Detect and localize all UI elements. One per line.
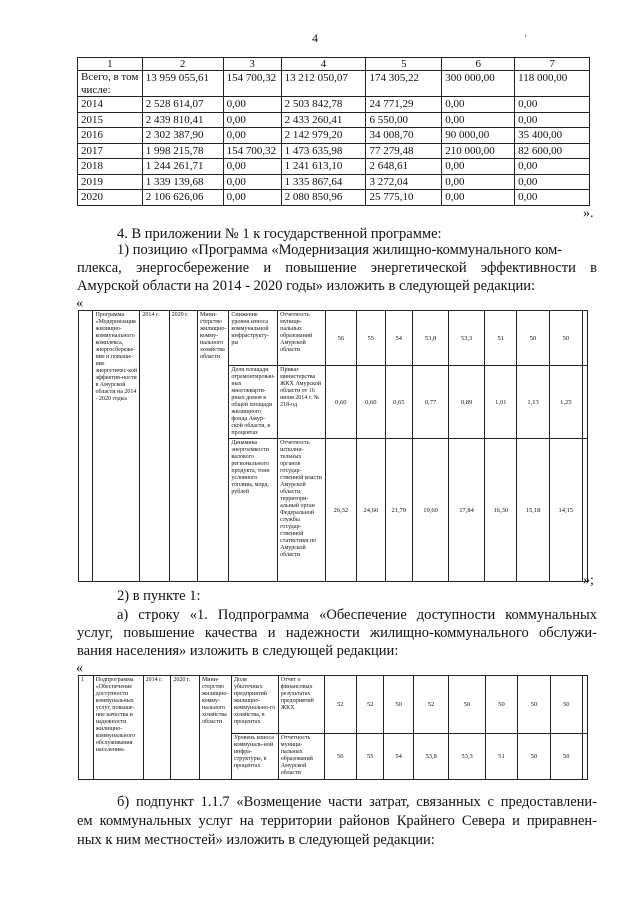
table-row [78, 190, 590, 206]
amount-cell: 0,00 [442, 159, 515, 175]
paragraph-1-line1: 1) позицию «Программа «Модернизация жилищно-коммунального ком- [117, 242, 563, 258]
amount-cell: 0,00 [442, 112, 515, 128]
value-cell: 50 [518, 676, 550, 734]
value-cell: 17,84 [449, 439, 485, 582]
value-cell: 53,3 [449, 311, 485, 366]
amount-cell: 25 775,10 [366, 190, 442, 206]
start-year-cell: 2014 г. [143, 676, 171, 780]
value-cell: 56 [325, 311, 356, 366]
value-cell: 50 [449, 676, 485, 734]
amount-cell: 118 000,00 [515, 71, 590, 97]
amount-cell: 0,00 [223, 174, 281, 190]
value-cell: 52 [324, 676, 356, 734]
value-cell: 16,30 [485, 439, 517, 582]
amount-cell: 0,00 [515, 190, 590, 206]
empty-cell [583, 366, 588, 439]
end-year-cell: 2020 г. [171, 676, 200, 780]
executor-cell: Мини-стерство жилищно-комму-нального хозяйства области [198, 311, 229, 582]
column-number-cell: 2 [142, 58, 223, 71]
subprogram-indicators-table [78, 675, 588, 780]
program-indicators-table [78, 310, 588, 582]
source-cell: Отчетность муници-пальных образований Амурской области [278, 311, 326, 366]
value-cell: 0,60 [325, 366, 356, 439]
value-cell: 53,8 [413, 311, 449, 366]
value-cell: 1,13 [517, 366, 549, 439]
year-cell: 2019 [78, 174, 143, 190]
value-cell: 0,65 [385, 366, 413, 439]
executor-cell: Мини-стерство жилищно-комму-нального хозяйства области [199, 676, 231, 780]
amount-cell: 210 000,00 [442, 143, 515, 159]
source-cell: Отчет о финансовых результатах предприятий ЖКХ [278, 676, 324, 734]
open-quote: « [76, 296, 83, 311]
table-header-row [78, 58, 590, 71]
column-number-cell: 5 [366, 58, 442, 71]
value-cell: 56 [324, 734, 356, 780]
value-cell: 15,18 [517, 439, 549, 582]
table-row [78, 112, 590, 128]
value-cell: 50 [549, 311, 582, 366]
paragraph-1-line3: Амурской области на 2014 - 2020 годы» изложить в следующей редакции: [77, 278, 536, 294]
column-number-cell: 1 [78, 58, 143, 71]
year-cell: 2014 [78, 97, 143, 113]
value-cell: 24,60 [357, 439, 385, 582]
value-cell: 52 [413, 676, 448, 734]
value-cell: 54 [385, 311, 413, 366]
amount-cell: 0,00 [223, 97, 281, 113]
amount-cell: 13 212 050,07 [281, 71, 366, 97]
paragraph-a-line2: услуг, повышение качества и надежности жилищно-коммунального обслужи- [77, 625, 597, 641]
amount-cell: 0,00 [223, 112, 281, 128]
amount-cell: 1 339 139,68 [142, 174, 223, 190]
value-cell: 0,77 [413, 366, 449, 439]
year-cell: 2016 [78, 128, 143, 144]
paragraph-a-line1: а) строку «1. Подпрограмма «Обеспечение доступности коммунальных [117, 607, 597, 623]
empty-cell [583, 439, 588, 582]
indicator-cell: Доля убыточных предприятий жилищно-коммунально-го хозяйства, в процентах [231, 676, 278, 734]
table-row [78, 174, 590, 190]
indicator-row [79, 311, 588, 366]
program-name-cell: Подпрограмма «Обеспечение доступности коммунальных услуг, повыше-ние качества и надежности жилищно-коммунального обслуживания населения» [93, 676, 143, 780]
amount-cell: 0,00 [515, 97, 590, 113]
amount-cell: 90 000,00 [442, 128, 515, 144]
year-cell: 2018 [78, 159, 143, 175]
amount-cell: 77 279,48 [366, 143, 442, 159]
amount-cell: 0,00 [223, 190, 281, 206]
amount-cell: 82 600,00 [515, 143, 590, 159]
amount-cell: 2 080 850,96 [281, 190, 366, 206]
empty-cell [583, 676, 588, 734]
amount-cell: 2 106 626,06 [142, 190, 223, 206]
column-number-cell: 4 [281, 58, 366, 71]
amount-cell: 0,00 [223, 159, 281, 175]
row-number-cell [79, 311, 93, 582]
amount-cell: 0,00 [515, 174, 590, 190]
close-quote: ». [583, 206, 594, 221]
indicator-cell: Динамика энергоемкости валового регионального продукта, тонн условного топлива, млрд. рублей [229, 439, 278, 582]
amount-cell: 2 439 810,41 [142, 112, 223, 128]
year-cell: 2015 [78, 112, 143, 128]
column-number-cell: 7 [515, 58, 590, 71]
source-cell: Отчетность муници-пальных образований Амурской области [278, 734, 324, 780]
column-number-cell: 3 [223, 58, 281, 71]
value-cell: 55 [356, 734, 384, 780]
amount-cell: 2 503 842,78 [281, 97, 366, 113]
amount-cell: 0,00 [515, 112, 590, 128]
value-cell: 21,79 [385, 439, 413, 582]
table-row [78, 159, 590, 175]
value-cell: 50 [384, 676, 413, 734]
table-row [78, 97, 590, 113]
amount-cell: 2 142 979,20 [281, 128, 366, 144]
amount-cell: 0,00 [442, 97, 515, 113]
amount-cell: 0,00 [515, 159, 590, 175]
value-cell: 0,60 [357, 366, 385, 439]
amount-cell: 1 473 635,98 [281, 143, 366, 159]
value-cell: 26,32 [325, 439, 356, 582]
indicator-cell: Снижение уровня износа коммунальной инфраструкту-ры [229, 311, 278, 366]
year-cell: Всего, в том числе: [78, 71, 143, 97]
value-cell: 1,01 [485, 366, 517, 439]
value-cell: 50 [550, 734, 583, 780]
paragraph-1-line2: плекса, энергосбережение и повышение энергетической эффективности в [77, 260, 597, 276]
start-year-cell: 2014 г. [140, 311, 169, 582]
empty-cell [583, 311, 588, 366]
value-cell: 1,25 [549, 366, 582, 439]
amount-cell: 1 335 867,64 [281, 174, 366, 190]
column-number-cell: 6 [442, 58, 515, 71]
value-cell: 51 [485, 734, 517, 780]
amount-cell: 1 998 215,78 [142, 143, 223, 159]
value-cell: 52 [356, 676, 384, 734]
indicator-row [79, 676, 588, 734]
indicator-cell: Уровень износа коммуналь-ной инфра-структуры, в процентах [231, 734, 278, 780]
row-number-cell: 1 [79, 676, 94, 780]
amount-cell: 154 700,32 [223, 143, 281, 159]
year-cell: 2020 [78, 190, 143, 206]
amount-cell: 300 000,00 [442, 71, 515, 97]
paragraph-2: 2) в пункте 1: [117, 588, 201, 604]
amount-cell: 2 302 387,90 [142, 128, 223, 144]
amount-cell: 2 648,61 [366, 159, 442, 175]
paragraph-a-line3: вания населения» изложить в следующей редакции: [77, 643, 399, 659]
program-name-cell: Программа «Модернизация жилищно-коммунального комплекса, энергосбереже-ние и повыше-ние энергетичес-кой эффектив-ности в Амурской области на 2014 - 2020 годы» [93, 311, 140, 582]
indicator-cell: Доля площади отремонтирован-ных многокварти-рных домов в общей площади жилищного фонда Амур-ской области, в процентах [229, 366, 278, 439]
amount-cell: 174 305,22 [366, 71, 442, 97]
amount-cell: 35 400,00 [515, 128, 590, 144]
amount-cell: 1 244 261,71 [142, 159, 223, 175]
source-cell: Приказ министерства ЖКХ Амурской области от 16 июня 2014 г. № 218-од [278, 366, 326, 439]
paragraph-b-line3: ных к ним местностей» изложить в следующей редакции: [77, 832, 435, 848]
table-row [78, 143, 590, 159]
open-quote-3: « [76, 661, 83, 676]
amount-cell: 3 272,04 [366, 174, 442, 190]
value-cell: 55 [357, 311, 385, 366]
amount-cell: 2 528 614,07 [142, 97, 223, 113]
empty-cell [583, 734, 588, 780]
value-cell: 50 [518, 734, 550, 780]
amount-cell: 0,00 [442, 174, 515, 190]
close-quote-2: »; [583, 573, 594, 588]
end-year-cell: 2020 г. [169, 311, 197, 582]
value-cell: 19,60 [413, 439, 449, 582]
value-cell: 50 [485, 676, 517, 734]
amount-cell: 6 550,00 [366, 112, 442, 128]
paragraph-4: 4. В приложении № 1 к государственной программе: [117, 226, 442, 242]
funding-table [77, 57, 590, 206]
paragraph-b-line2: ем коммунальных услуг на территории районов Крайнего Севера и приравнен- [77, 813, 597, 829]
page-number: 4 [312, 31, 318, 45]
amount-cell: 0,00 [223, 128, 281, 144]
paragraph-b-line1: б) подпункт 1.1.7 «Возмещение части затрат, связанных с предоставлени- [117, 794, 597, 810]
amount-cell: 2 433 260,41 [281, 112, 366, 128]
value-cell: 53,3 [449, 734, 485, 780]
value-cell: 54 [384, 734, 413, 780]
amount-cell: 13 959 055,61 [142, 71, 223, 97]
amount-cell: 24 771,29 [366, 97, 442, 113]
value-cell: 14,15 [549, 439, 582, 582]
value-cell: 53,8 [413, 734, 448, 780]
value-cell: 51 [485, 311, 517, 366]
source-cell: Отчетность исполни-тельных органов государ-ственной власти Амурской области, территори-альный орган Федеральной службы государ-ственной статистики по Амурской области [278, 439, 326, 582]
scan-mark: ' [525, 33, 527, 43]
amount-cell: 34 008,70 [366, 128, 442, 144]
value-cell: 0,89 [449, 366, 485, 439]
table-row [78, 128, 590, 144]
value-cell: 50 [550, 676, 583, 734]
table-row [78, 71, 590, 97]
amount-cell: 0,00 [442, 190, 515, 206]
value-cell: 50 [517, 311, 549, 366]
amount-cell: 1 241 613,10 [281, 159, 366, 175]
year-cell: 2017 [78, 143, 143, 159]
amount-cell: 154 700,32 [223, 71, 281, 97]
